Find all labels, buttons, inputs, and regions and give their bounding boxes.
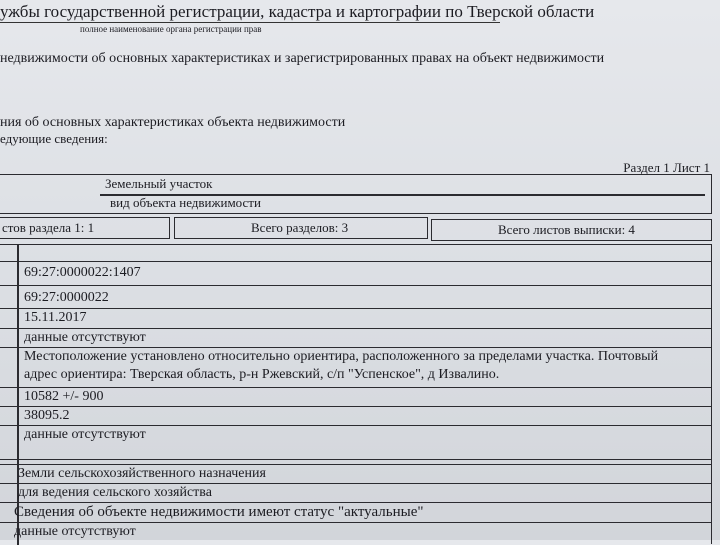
agency-subtitle: полное наименование органа регистрации прав <box>80 24 262 34</box>
section-marker: Раздел 1 Лист 1 <box>623 160 710 175</box>
location-line-2: адрес ориентира: Тверская область, р-н Ржевский, с/п "Успенское", д Извалино. <box>24 367 500 382</box>
cadastral-quarter: 69:27:0000022 <box>24 290 109 305</box>
object-kind-block <box>0 174 712 214</box>
total-sections-cell <box>174 217 428 239</box>
section-title: ния об основных характеристиках объекта недвижимости <box>0 115 346 130</box>
cadastral-value: 38095.2 <box>24 408 70 423</box>
table-row <box>0 388 712 407</box>
total-sheets: Всего листов выписки: 4 <box>498 222 635 237</box>
location-line-1: Местоположение установлено относительно ориентира, расположенного за пределами участка. Почтовый <box>24 349 659 364</box>
previous-number: данные отсутствуют <box>24 330 146 345</box>
table-row <box>0 245 712 262</box>
table-row <box>0 523 712 545</box>
table-row <box>0 348 712 388</box>
table-row <box>0 329 712 348</box>
registration-date: 15.11.2017 <box>24 310 87 325</box>
extract-title: недвижимости об основных характеристиках и зарегистрированных правах на объект недвижимости <box>0 51 605 66</box>
characteristics-table <box>0 244 712 544</box>
table-row <box>0 503 712 523</box>
table-row <box>0 484 712 503</box>
table-row <box>0 465 712 484</box>
cadastral-number: 69:27:0000022:1407 <box>24 265 141 280</box>
permitted-use: для ведения сельского хозяйства <box>18 485 212 500</box>
table-row <box>0 289 712 309</box>
sheets-in-section-cell <box>0 217 170 239</box>
intro-text: едующие сведения: <box>0 131 108 146</box>
object-status: Сведения об объекте недвижимости имеют статус "актуальные" <box>14 504 424 520</box>
object-kind-caption: вид объекта недвижимости <box>110 195 261 210</box>
table-row <box>0 309 712 329</box>
sheets-in-section: стов раздела 1: 1 <box>2 220 95 235</box>
table-row <box>0 407 712 426</box>
total-sections: Всего разделов: 3 <box>251 220 349 235</box>
object-kind: Земельный участок <box>105 176 213 191</box>
table-row <box>0 262 712 286</box>
agency-underline <box>0 22 500 23</box>
area: 10582 +/- 900 <box>24 389 104 404</box>
table-row <box>0 426 712 460</box>
land-category: Земли сельскохозяйственного назначения <box>18 466 266 481</box>
special-marks: данные отсутствуют <box>14 524 136 539</box>
total-sheets-cell <box>431 219 712 241</box>
agency-name: ужбы государственной регистрации, кадастра и картографии по Тверской области <box>0 2 595 21</box>
linked-objects: данные отсутствуют <box>24 427 146 442</box>
